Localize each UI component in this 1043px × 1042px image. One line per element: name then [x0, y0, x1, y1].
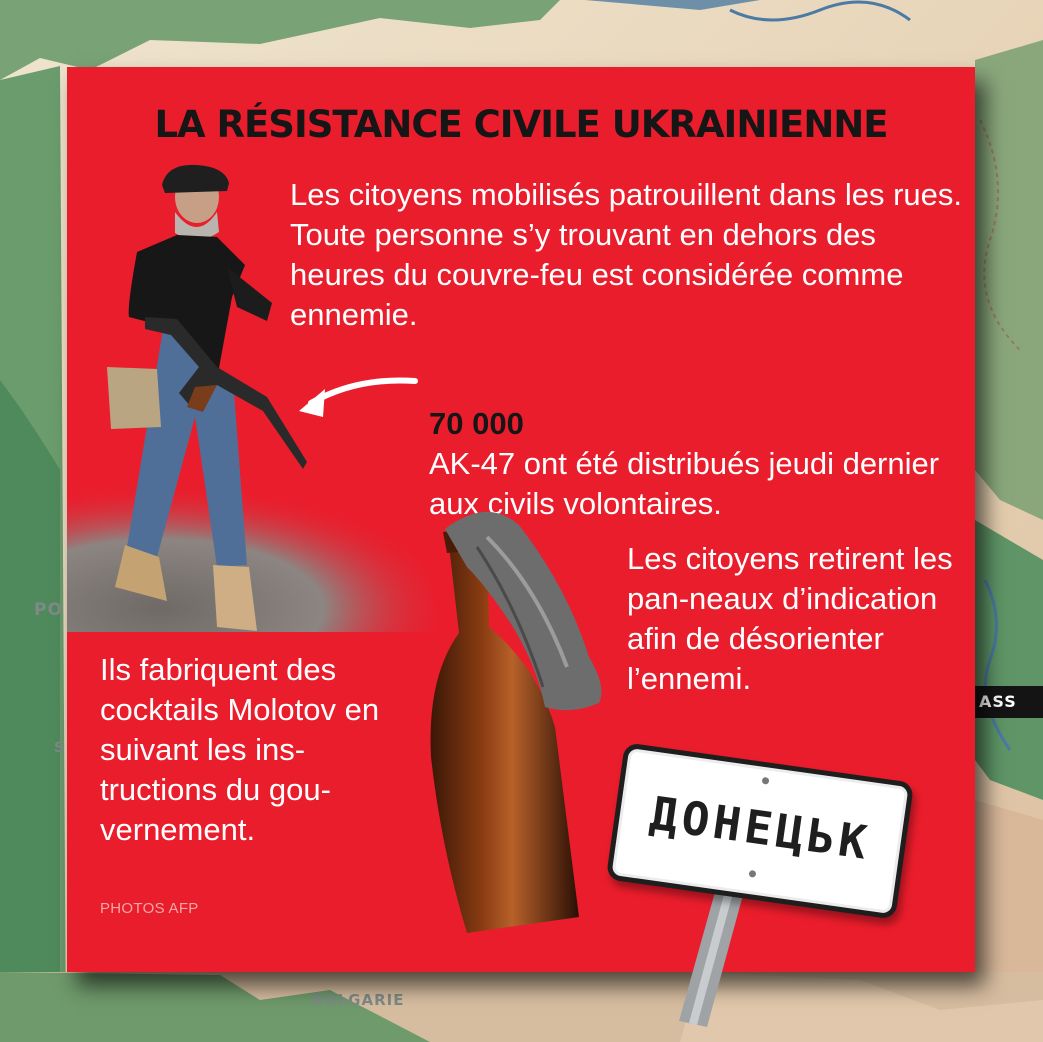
ak-number: 70 000 [429, 406, 524, 441]
ak-text: AK-47 ont été distribués jeudi dernier aux civils volontaires. [429, 446, 940, 521]
rivet-top [762, 777, 770, 785]
bottle-icon [431, 512, 602, 933]
page-title: LA RÉSISTANCE CIVILE UKRAINIENNE [154, 103, 888, 146]
map-land-east [975, 40, 1043, 520]
infographic-panel [67, 67, 975, 972]
map-label-left-small: S [54, 740, 66, 756]
map-region-tag: ASS [975, 686, 1043, 718]
map-label-bulgaria: BULGARIE [312, 991, 405, 1009]
signs-text: Les citoyens retirent les pan-neaux d’indication afin de désorienter l’ennemi. [627, 541, 953, 696]
city-sign-text: ДОНЕЦЬК [646, 785, 875, 871]
rivet-bottom [749, 870, 757, 878]
patrol-text: Les citoyens mobilisés patrouillent dans les rues. Toute personne s’y trouvant en dehors des heures du couvre-feu est considérée comme ennemie. [290, 177, 963, 332]
curved-arrow-icon [311, 380, 415, 403]
molotov-text: Ils fabriquent des cocktails Molotov en suivant les ins-tructions du gou-vernement. [100, 652, 380, 847]
photo-credit: PHOTOS AFP [100, 900, 199, 917]
map-label-left: PO [34, 600, 63, 620]
